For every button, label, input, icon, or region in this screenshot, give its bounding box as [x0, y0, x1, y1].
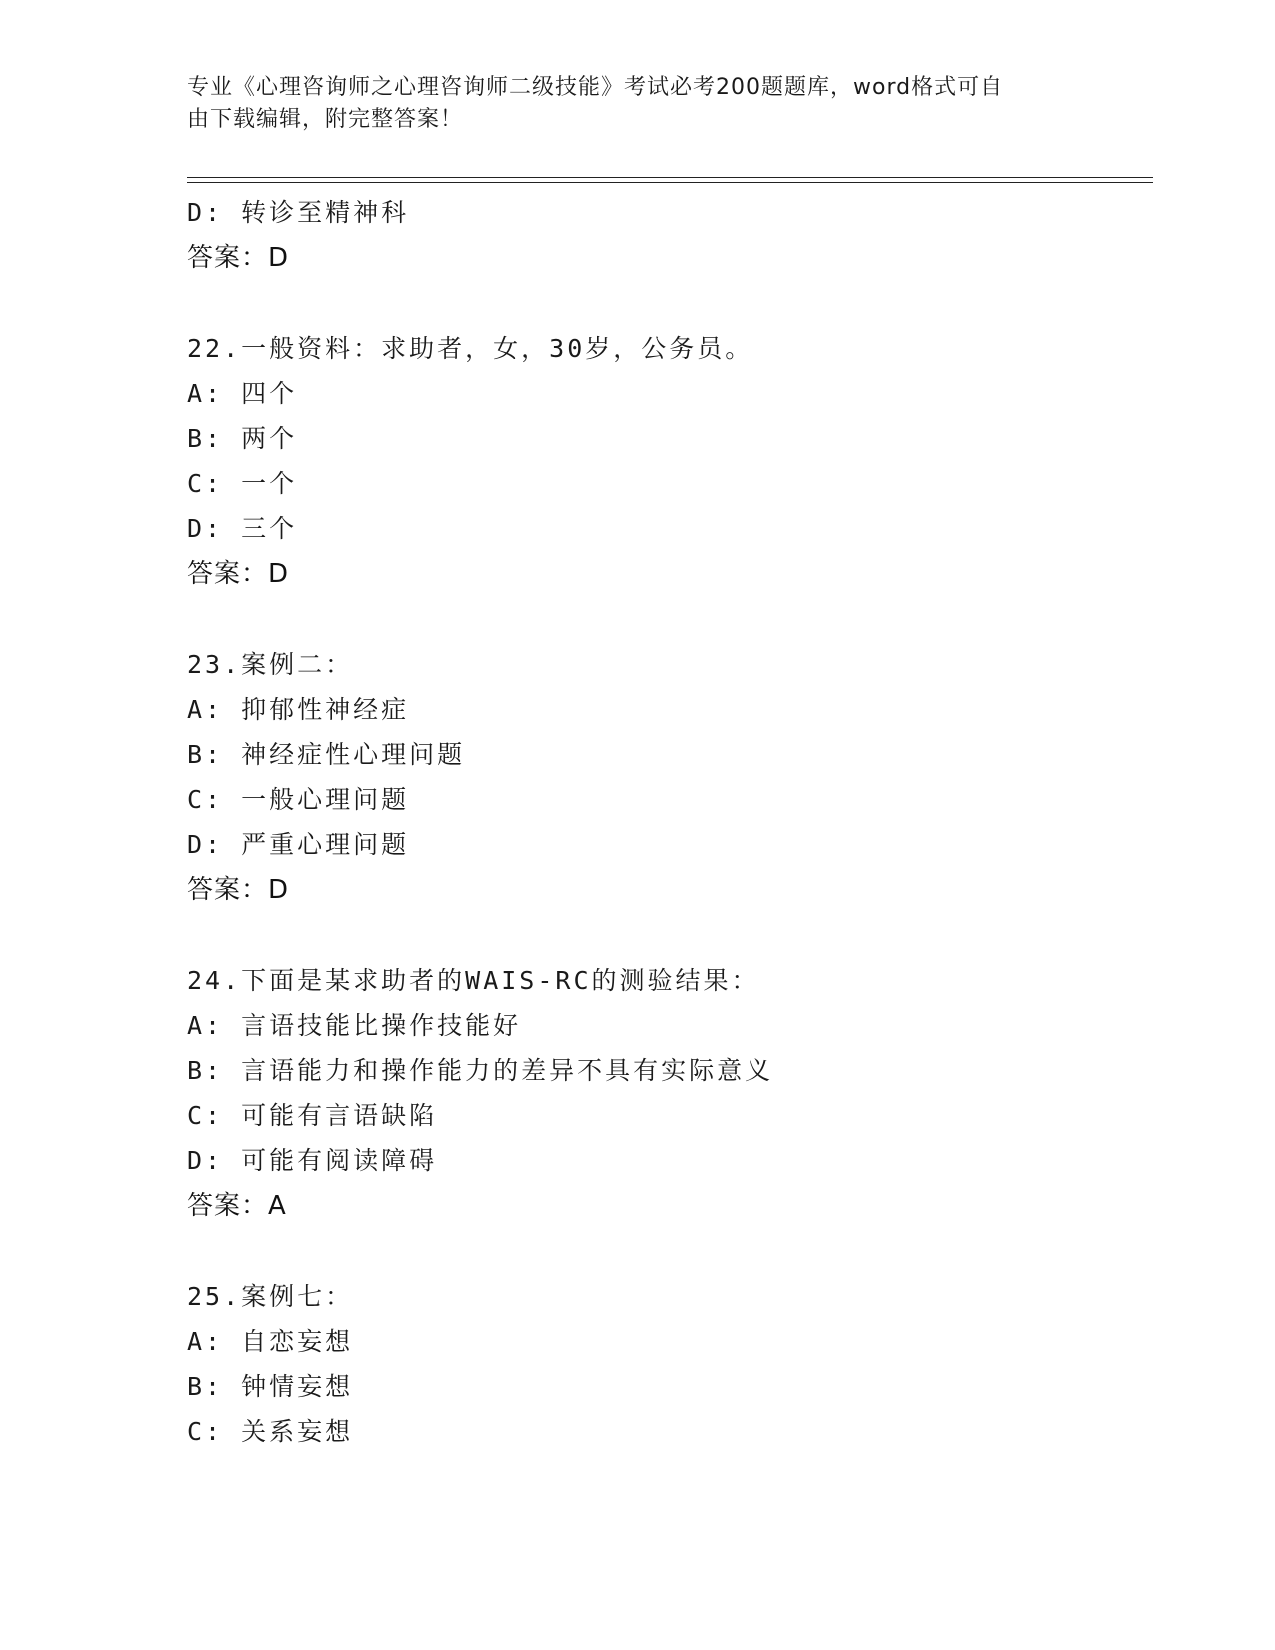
option-a: A: 言语技能比操作技能好 [187, 1011, 522, 1040]
question-22 [187, 326, 1147, 597]
question-21-tail [187, 190, 1147, 281]
header-divider-bottom [187, 182, 1153, 183]
answer-line: 答案：D [187, 875, 290, 905]
document-header [187, 72, 1067, 136]
option-b: B: 神经症性心理问题 [187, 740, 466, 769]
option-a: A: 自恋妄想 [187, 1327, 354, 1356]
option-a: A: 四个 [187, 379, 298, 408]
question-25 [187, 1274, 1147, 1454]
option-d: D: 三个 [187, 514, 298, 543]
answer-line: 答案：A [187, 1191, 287, 1221]
option-c: C: 一个 [187, 469, 298, 498]
option-d: D: 转诊至精神科 [187, 198, 410, 227]
question-stem: 24.下面是某求助者的WAIS-RC的测验结果： [187, 966, 760, 995]
spacer [187, 1229, 1147, 1274]
question-24 [187, 958, 1147, 1229]
option-d: D: 可能有阅读障碍 [187, 1146, 438, 1175]
answer-line: 答案：D [187, 243, 290, 273]
option-b: B: 钟情妄想 [187, 1372, 354, 1401]
spacer [187, 281, 1147, 326]
question-stem: 22.一般资料：求助者，女，30岁，公务员。 [187, 334, 754, 363]
answer-line: 答案：D [187, 559, 290, 589]
question-stem: 23.案例二： [187, 650, 354, 679]
header-divider-top [187, 177, 1153, 178]
option-b: B: 言语能力和操作能力的差异不具有实际意义 [187, 1056, 774, 1085]
option-a: A: 抑郁性神经症 [187, 695, 410, 724]
option-d: D: 严重心理问题 [187, 830, 410, 859]
spacer [187, 913, 1147, 958]
option-c: C: 可能有言语缺陷 [187, 1101, 438, 1130]
option-b: B: 两个 [187, 424, 298, 453]
spacer [187, 597, 1147, 642]
question-list [187, 190, 1147, 1454]
question-stem: 25.案例七： [187, 1282, 354, 1311]
header-line-1: 专业《心理咨询师之心理咨询师二级技能》考试必考200题题库，word格式可自 [187, 75, 1004, 100]
option-c: C: 一般心理问题 [187, 785, 410, 814]
question-23 [187, 642, 1147, 913]
header-line-2: 由下载编辑，附完整答案！ [187, 107, 464, 132]
option-c: C: 关系妄想 [187, 1417, 354, 1446]
